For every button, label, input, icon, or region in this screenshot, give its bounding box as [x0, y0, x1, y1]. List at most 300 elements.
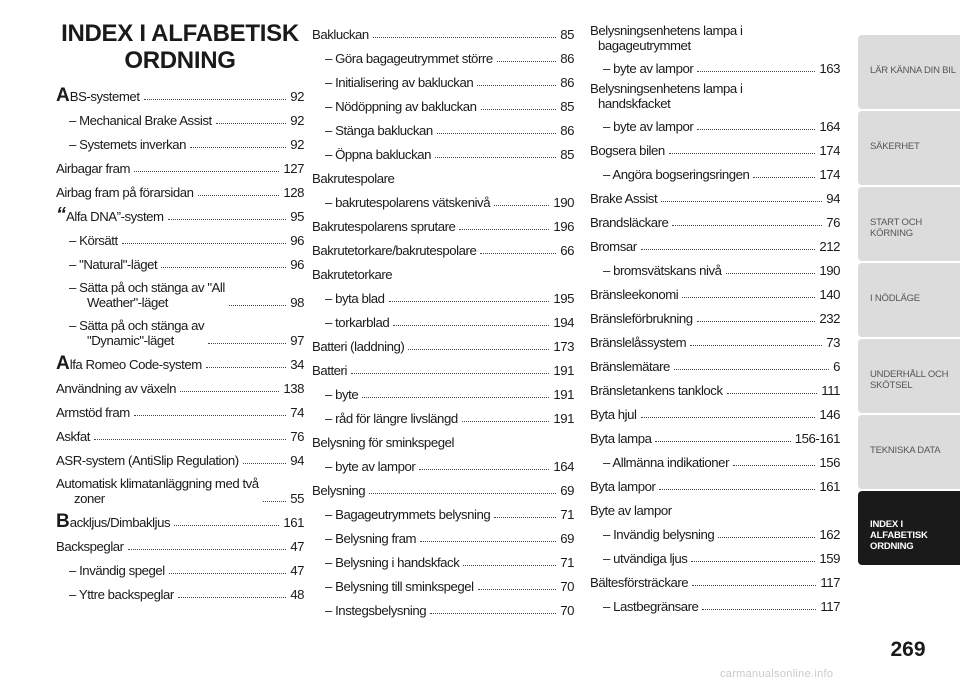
- entry-page: 161: [283, 515, 304, 530]
- entry-initial: B: [56, 511, 70, 532]
- page-title: INDEX I ALFABETISK ORDNING: [61, 20, 299, 74]
- entry-text: – Belysning fram: [325, 531, 417, 546]
- index-entry: [56, 178, 304, 202]
- index-column-3: [590, 20, 840, 616]
- index-entry: [312, 500, 574, 524]
- entry-quote: “: [56, 204, 66, 226]
- entry-text: – byte av lampor: [603, 119, 694, 134]
- entry-text: – Stänga bakluckan: [325, 123, 433, 138]
- index-entry: [312, 356, 574, 380]
- index-heading: Bakrutetorkare: [312, 267, 393, 282]
- entry-label: [56, 453, 239, 468]
- entry-text: Byta lampa: [590, 431, 652, 446]
- entry-label-line: – Sätta på och stänga av "All: [69, 280, 225, 295]
- dot-leader: [690, 345, 822, 346]
- entry-label: [325, 147, 431, 162]
- entry-page: 173: [553, 339, 574, 354]
- index-entry: [56, 556, 304, 580]
- entry-page: 194: [553, 315, 574, 330]
- entry-page: 146: [819, 407, 840, 422]
- entry-page: 86: [560, 75, 574, 90]
- index-entry: [56, 130, 304, 154]
- index-heading-line: bagageutrymmet: [598, 38, 691, 53]
- dot-leader: [459, 229, 549, 230]
- entry-page: 98: [290, 295, 304, 310]
- dot-leader: [134, 171, 279, 172]
- index-entry: [312, 212, 574, 236]
- entry-label: [325, 603, 426, 618]
- entry-page: 86: [560, 123, 574, 138]
- chapter-tabs: [858, 35, 960, 567]
- entry-page: 34: [290, 357, 304, 372]
- entry-initial: A: [56, 85, 70, 106]
- dot-leader: [672, 225, 822, 226]
- index-column-1: [56, 20, 304, 604]
- dot-leader: [726, 273, 816, 274]
- index-entry: [56, 82, 304, 106]
- index-entry: [56, 422, 304, 446]
- entry-label: [312, 483, 365, 498]
- index-entry: [590, 448, 840, 472]
- dot-leader: [692, 585, 816, 586]
- entry-text: – utvändiga ljus: [603, 551, 688, 566]
- chapter-tab[interactable]: START OCH KÖRNING: [858, 187, 960, 261]
- dot-leader: [180, 391, 279, 392]
- entry-label: [56, 429, 90, 444]
- entry-page: 73: [826, 335, 840, 350]
- entry-page: 174: [819, 143, 840, 158]
- entry-label: [69, 233, 118, 248]
- entry-page: 163: [819, 61, 840, 76]
- index-entry: [56, 374, 304, 398]
- entry-label: [590, 383, 723, 398]
- entry-text: Backspeglar: [56, 539, 124, 554]
- entry-label-line: zoner: [74, 491, 105, 506]
- entry-text: Bränslemätare: [590, 359, 670, 374]
- entry-page: 156: [819, 455, 840, 470]
- entry-text: Batteri: [312, 363, 347, 378]
- entry-page: 164: [553, 459, 574, 474]
- entry-text: – Initialisering av bakluckan: [325, 75, 474, 90]
- entry-text: – Invändig spegel: [69, 563, 165, 578]
- dot-leader: [702, 609, 816, 610]
- entry-text: – bakrutespolarens vätskenivå: [325, 195, 491, 210]
- entry-label: [312, 339, 404, 354]
- entry-label: [590, 335, 686, 350]
- entry-page: 161: [819, 479, 840, 494]
- index-entry: [312, 404, 574, 428]
- entry-text: Bränslelåssystem: [590, 335, 687, 350]
- dot-leader: [198, 195, 280, 196]
- index-heading-line: Belysningsenhetens lampa i: [590, 23, 743, 38]
- entry-text: Bakrutetorkare/bakrutespolare: [312, 243, 477, 258]
- index-entry: [312, 188, 574, 212]
- index-entry: [590, 160, 840, 184]
- index-entry: [590, 280, 840, 304]
- index-entry: [590, 352, 840, 376]
- index-entry: [56, 470, 304, 508]
- index-entry: [56, 350, 304, 374]
- entry-label: [56, 511, 171, 532]
- index-column-2: [312, 20, 574, 620]
- entry-label: [56, 204, 164, 226]
- index-entry: [56, 508, 304, 532]
- dot-leader: [682, 297, 815, 298]
- entry-text: Alfa DNA”-system: [66, 209, 164, 224]
- index-entry: [56, 226, 304, 250]
- entry-text: Airbagar fram: [56, 161, 131, 176]
- entry-page: 92: [290, 113, 304, 128]
- dot-leader: [718, 537, 815, 538]
- chapter-tab[interactable]: UNDERHÅLL OCH SKÖTSEL: [858, 339, 960, 413]
- entry-text: – Lastbegränsare: [603, 599, 699, 614]
- dot-leader: [208, 343, 286, 344]
- dot-leader: [641, 249, 816, 250]
- entry-label: [69, 563, 165, 578]
- entry-page: 76: [826, 215, 840, 230]
- dot-leader: [641, 417, 816, 418]
- entry-label: [325, 531, 416, 546]
- dot-leader: [161, 267, 286, 268]
- dot-leader: [463, 565, 556, 566]
- index-entry: [56, 312, 304, 350]
- entry-text: – "Natural"-läget: [69, 257, 158, 272]
- entry-text: Bältesförsträckare: [590, 575, 689, 590]
- entry-page: 232: [819, 311, 840, 326]
- index-entry: [312, 524, 574, 548]
- dot-leader: [478, 589, 557, 590]
- entry-label: [325, 99, 477, 114]
- entry-page: 69: [560, 483, 574, 498]
- entry-text: Armstöd fram: [56, 405, 130, 420]
- entry-page: 71: [560, 507, 574, 522]
- entry-label: [325, 123, 433, 138]
- dot-leader: [727, 393, 818, 394]
- entry-label: [312, 363, 347, 378]
- dot-leader: [169, 573, 286, 574]
- entry-text: Batteri (laddning): [312, 339, 405, 354]
- chapter-tab[interactable]: I NÖDLÄGE: [858, 263, 960, 337]
- entry-page: 69: [560, 531, 574, 546]
- dot-leader: [408, 349, 549, 350]
- index-heading: [590, 78, 840, 112]
- index-entry: [590, 400, 840, 424]
- index-entry: [590, 472, 840, 496]
- entry-label: [69, 587, 174, 602]
- index-entry: [590, 544, 840, 568]
- dot-leader: [263, 501, 287, 502]
- entry-text: Bakluckan: [312, 27, 369, 42]
- index-entry: [312, 92, 574, 116]
- dot-leader: [128, 549, 287, 550]
- index-entry: [590, 376, 840, 400]
- dot-leader: [122, 243, 286, 244]
- entry-page: 86: [560, 51, 574, 66]
- entry-label: [603, 61, 693, 76]
- entry-page: 191: [553, 411, 574, 426]
- dot-leader: [134, 415, 286, 416]
- entry-text: – Instegsbelysning: [325, 603, 427, 618]
- index-heading: Belysning för sminkspegel: [312, 435, 454, 450]
- index-entry: [590, 256, 840, 280]
- index-entry: [590, 568, 840, 592]
- entry-label: [590, 143, 665, 158]
- dot-leader: [94, 439, 286, 440]
- entry-page: 96: [290, 257, 304, 272]
- entry-label: [590, 191, 657, 206]
- entry-page: 85: [560, 27, 574, 42]
- dot-leader: [497, 61, 557, 62]
- index-entry: [590, 520, 840, 544]
- entry-text: Airbag fram på förarsidan: [56, 185, 194, 200]
- chapter-tab[interactable]: INDEX I ALFABETISK ORDNING: [858, 491, 960, 565]
- entry-page: 71: [560, 555, 574, 570]
- entry-label: [325, 195, 490, 210]
- dot-leader: [655, 441, 790, 442]
- dot-leader: [669, 153, 816, 154]
- dot-leader: [494, 205, 549, 206]
- entry-text: – råd för längre livslängd: [325, 411, 458, 426]
- entry-page: 94: [826, 191, 840, 206]
- entry-text: Bromsar: [590, 239, 637, 254]
- index-entry: [56, 398, 304, 422]
- entry-page: 174: [819, 167, 840, 182]
- entry-page: 70: [560, 603, 574, 618]
- entry-label: [56, 381, 176, 396]
- entry-label: [325, 387, 358, 402]
- entry-label: [603, 263, 722, 278]
- entry-label: [56, 539, 124, 554]
- entry-text: – torkarblad: [325, 315, 390, 330]
- entry-label: [603, 527, 714, 542]
- entry-label-line: Automatisk klimatanläggning med två: [56, 476, 259, 491]
- entry-page: 94: [290, 453, 304, 468]
- index-list-1: [56, 82, 304, 604]
- chapter-tab[interactable]: LÄR KÄNNA DIN BIL: [858, 35, 960, 109]
- entry-label: [325, 459, 415, 474]
- dot-leader: [216, 123, 287, 124]
- entry-label: [312, 27, 369, 42]
- entry-text: – Göra bagageutrymmet större: [325, 51, 493, 66]
- entry-page: 76: [290, 429, 304, 444]
- entry-text: Bogsera bilen: [590, 143, 665, 158]
- entry-text: – Bagageutrymmets belysning: [325, 507, 491, 522]
- entry-page: 212: [819, 239, 840, 254]
- dot-leader: [697, 71, 815, 72]
- entry-page: 92: [290, 89, 304, 104]
- entry-page: 47: [290, 539, 304, 554]
- entry-label: [590, 215, 668, 230]
- entry-page: 117: [820, 575, 840, 590]
- entry-text: – Angöra bogseringsringen: [603, 167, 750, 182]
- index-entry: [312, 284, 574, 308]
- entry-text: lfa Romeo Code-system: [69, 357, 202, 372]
- entry-page: 70: [560, 579, 574, 594]
- index-entry: [312, 116, 574, 140]
- dot-leader: [494, 517, 556, 518]
- entry-label: [590, 359, 670, 374]
- entry-text: – Öppna bakluckan: [325, 147, 431, 162]
- chapter-tab[interactable]: TEKNISKA DATA: [858, 415, 960, 489]
- dot-leader: [753, 177, 815, 178]
- dot-leader: [420, 541, 556, 542]
- entry-page: 92: [290, 137, 304, 152]
- page-number: 269: [890, 638, 926, 661]
- index-entry: [312, 380, 574, 404]
- entry-label: [325, 507, 490, 522]
- entry-text: – byte: [325, 387, 359, 402]
- entry-page: 190: [819, 263, 840, 278]
- entry-text: Bakrutespolarens sprutare: [312, 219, 456, 234]
- entry-text: – byte av lampor: [325, 459, 416, 474]
- entry-text: – byta blad: [325, 291, 385, 306]
- dot-leader: [462, 421, 550, 422]
- entry-label: [603, 119, 693, 134]
- entry-label: [590, 575, 688, 590]
- entry-text: Användning av växeln: [56, 381, 177, 396]
- entry-page: 47: [290, 563, 304, 578]
- index-entry: [56, 532, 304, 556]
- entry-initial: A: [56, 353, 70, 374]
- entry-label: [69, 113, 212, 128]
- entry-page: 74: [290, 405, 304, 420]
- entry-page: 48: [290, 587, 304, 602]
- index-entry: [312, 332, 574, 356]
- index-entry: [590, 208, 840, 232]
- entry-text: Brake Assist: [590, 191, 658, 206]
- entry-page: 162: [819, 527, 840, 542]
- entry-label: [590, 431, 651, 446]
- dot-leader: [435, 157, 556, 158]
- entry-page: 140: [819, 287, 840, 302]
- dot-leader: [389, 301, 550, 302]
- entry-label: [325, 315, 389, 330]
- entry-label: [590, 311, 693, 326]
- entry-label: [325, 291, 385, 306]
- index-entry: [590, 592, 840, 616]
- entry-text: Belysning: [312, 483, 366, 498]
- index-entry: [590, 232, 840, 256]
- entry-page: 159: [819, 551, 840, 566]
- entry-label-line: – Sätta på och stänga av: [69, 318, 205, 333]
- index-entry: [56, 446, 304, 470]
- dot-leader: [243, 463, 286, 464]
- entry-text: BS-systemet: [69, 89, 140, 104]
- entry-label: [325, 411, 458, 426]
- entry-label: [603, 455, 729, 470]
- index-entry: [312, 308, 574, 332]
- index-entry: [312, 20, 574, 44]
- dot-leader: [697, 129, 815, 130]
- index-entry: [590, 136, 840, 160]
- index-entry: [312, 236, 574, 260]
- entry-page: 117: [820, 599, 840, 614]
- entry-label: [590, 479, 655, 494]
- dot-leader: [373, 37, 556, 38]
- entry-page: 85: [560, 99, 574, 114]
- entry-label: [603, 599, 698, 614]
- dot-leader: [661, 201, 822, 202]
- dot-leader: [437, 133, 556, 134]
- entry-text: – Systemets inverkan: [69, 137, 187, 152]
- entry-label: [325, 75, 473, 90]
- dot-leader: [190, 147, 286, 148]
- dot-leader: [697, 321, 816, 322]
- index-entry: [312, 548, 574, 572]
- dot-leader: [659, 489, 815, 490]
- entry-label: [590, 287, 678, 302]
- index-entry: [312, 68, 574, 92]
- index-entry: [590, 54, 840, 78]
- entry-page: 156-161: [794, 431, 840, 446]
- dot-leader: [229, 305, 286, 306]
- chapter-tab[interactable]: SÄKERHET: [858, 111, 960, 185]
- index-entry: [312, 572, 574, 596]
- index-entry: [56, 274, 304, 312]
- entry-label: [56, 405, 130, 420]
- index-entry: [312, 452, 574, 476]
- dot-leader: [168, 219, 287, 220]
- entry-text: Bränsletankens tanklock: [590, 383, 723, 398]
- index-entry: [312, 140, 574, 164]
- entry-text: – bromsvätskans nivå: [603, 263, 722, 278]
- entry-label: [56, 85, 140, 106]
- index-heading-line: Belysningsenhetens lampa i: [590, 81, 743, 96]
- index-heading: [590, 20, 840, 54]
- index-entry: [56, 580, 304, 604]
- entry-text: – byte av lampor: [603, 61, 694, 76]
- entry-page: 111: [821, 383, 840, 398]
- dot-leader: [206, 367, 286, 368]
- index-entry: [312, 476, 574, 500]
- entry-label: [56, 476, 259, 506]
- index-entry: [56, 106, 304, 130]
- entry-text: ASR-system (AntiSlip Regulation): [56, 453, 239, 468]
- entry-page: 195: [553, 291, 574, 306]
- entry-label-line: Weather"-läget: [87, 295, 168, 310]
- index-entry: [56, 154, 304, 178]
- entry-page: 85: [560, 147, 574, 162]
- entry-label: [56, 161, 130, 176]
- entry-text: Byta hjul: [590, 407, 637, 422]
- entry-label: [56, 185, 194, 200]
- dot-leader: [393, 325, 549, 326]
- watermark: carmanualsonline.info: [720, 668, 834, 680]
- entry-page: 191: [553, 363, 574, 378]
- index-list-2: [312, 20, 574, 620]
- entry-page: 128: [283, 185, 304, 200]
- index-entry: [56, 250, 304, 274]
- entry-page: 95: [290, 209, 304, 224]
- dot-leader: [480, 253, 556, 254]
- entry-label: [312, 243, 476, 258]
- dot-leader: [144, 99, 287, 100]
- entry-page: 97: [290, 333, 304, 348]
- entry-text: – Allmänna indikationer: [603, 455, 730, 470]
- dot-leader: [430, 613, 556, 614]
- entry-label: [325, 51, 493, 66]
- index-heading: Byte av lampor: [590, 503, 672, 518]
- dot-leader: [674, 369, 829, 370]
- dot-leader: [369, 493, 556, 494]
- dot-leader: [362, 397, 549, 398]
- entry-label: [56, 353, 202, 374]
- entry-label-line: "Dynamic"-läget: [87, 333, 174, 348]
- entry-label: [590, 407, 637, 422]
- index-entry: [312, 44, 574, 68]
- entry-text: Askfat: [56, 429, 90, 444]
- dot-leader: [481, 109, 557, 110]
